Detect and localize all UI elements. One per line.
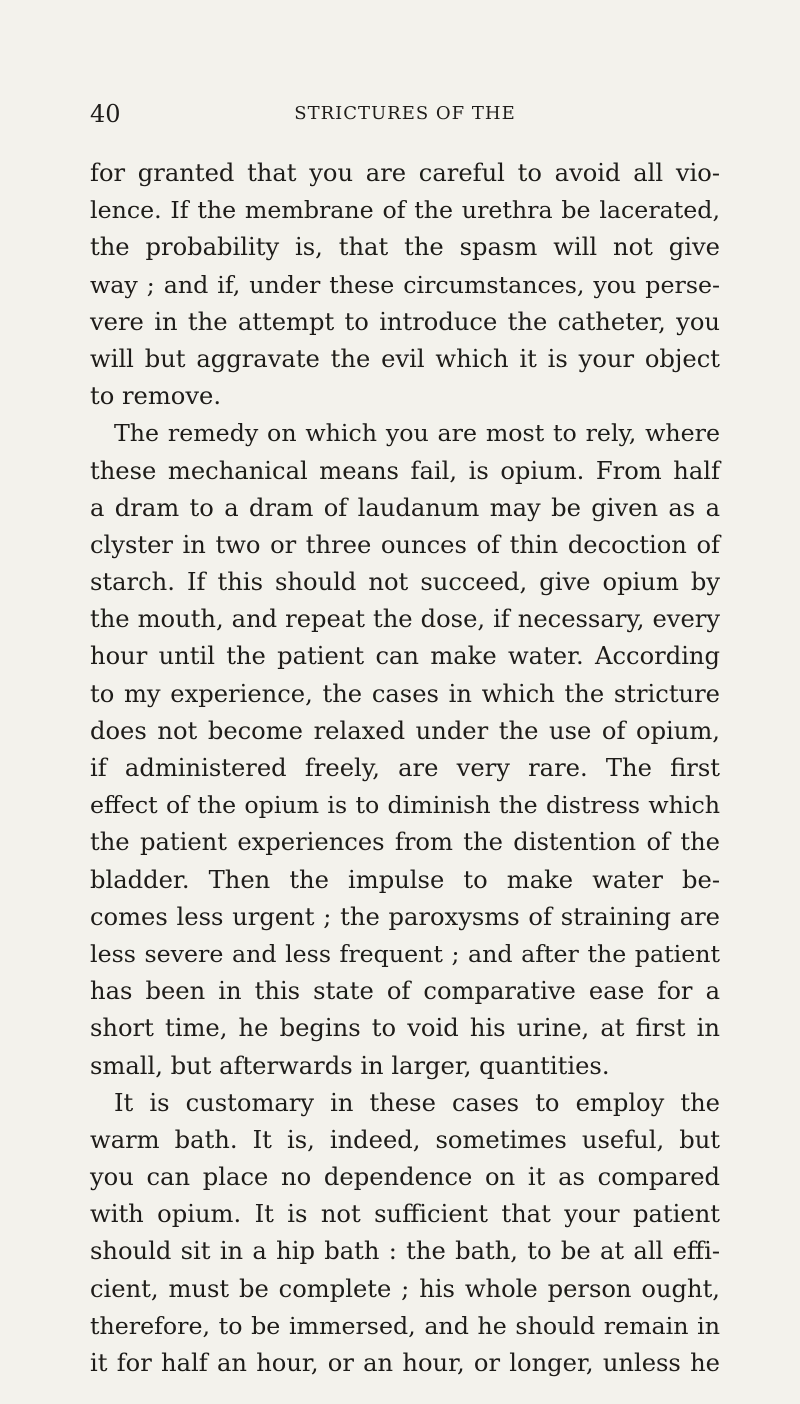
text-line: has been in this state of comparative ease for a <box>90 977 720 1006</box>
text-line: you can place no dependence on it as compared <box>90 1163 720 1192</box>
text-line: does not become relaxed under the use of opium, <box>90 716 720 745</box>
text-line: to my experience, the cases in which the stricture <box>90 679 720 708</box>
text-line: the mouth, and repeat the dose, if necessary, every <box>90 605 720 634</box>
text-line: bladder. Then the impulse to make water be- <box>90 865 720 894</box>
text-line: if administered freely, are very rare. The first <box>90 754 720 782</box>
text-line: to remove. <box>90 382 222 411</box>
text-line: effect of the opium is to diminish the distress which <box>90 791 720 820</box>
text-line: hour until the patient can make water. According <box>90 642 720 671</box>
text-line: these mechanical means fail, is opium. From half <box>90 456 720 485</box>
text-line: with opium. It is not sufficient that your patient <box>90 1200 720 1229</box>
text-line: therefore, to be immersed, and he should remain in <box>90 1311 720 1340</box>
text-line: will but aggravate the evil which it is your object <box>90 344 720 373</box>
text-line: a dram to a dram of laudanum may be given as a <box>90 493 720 522</box>
text-line: The remedy on which you are most to rely, where <box>114 419 720 448</box>
text-line: short time, he begins to void his urine, at first in <box>90 1014 720 1043</box>
text-line: clyster in two or three ounces of thin decoction of <box>90 530 720 559</box>
page-header <box>90 96 720 132</box>
text-line: lence. If the membrane of the urethra be lacerated, <box>90 196 720 225</box>
text-line: cient, must be complete ; his whole person ought, <box>90 1274 720 1303</box>
text-line: It is customary in these cases to employ the <box>114 1088 720 1117</box>
text-line: comes less urgent ; the paroxysms of straining are <box>90 902 720 931</box>
text-line: way ; and if, under these circumstances, you perse- <box>90 270 720 299</box>
text-line: vere in the attempt to introduce the catheter, you <box>90 307 720 336</box>
text-line: less severe and less frequent ; and after the patient <box>90 939 720 968</box>
text-line: starch. If this should not succeed, give opium by <box>90 568 720 597</box>
page-number: 40 <box>90 100 121 128</box>
text-line: the patient experiences from the distention of the <box>90 828 720 857</box>
text-line: the probability is, that the spasm will not give <box>90 233 720 262</box>
text-line: small, but afterwards in larger, quantities. <box>90 1051 610 1080</box>
body-text <box>90 155 720 1382</box>
text-line: it for half an hour, or an hour, or longer, unless he <box>90 1349 720 1377</box>
text-line: warm bath. It is, indeed, sometimes useful, but <box>90 1125 720 1154</box>
running-head: STRICTURES OF THE <box>294 103 516 124</box>
text-line: should sit in a hip bath : the bath, to be at all effi- <box>90 1237 720 1266</box>
text-line: for granted that you are careful to avoid all vio- <box>90 159 720 187</box>
